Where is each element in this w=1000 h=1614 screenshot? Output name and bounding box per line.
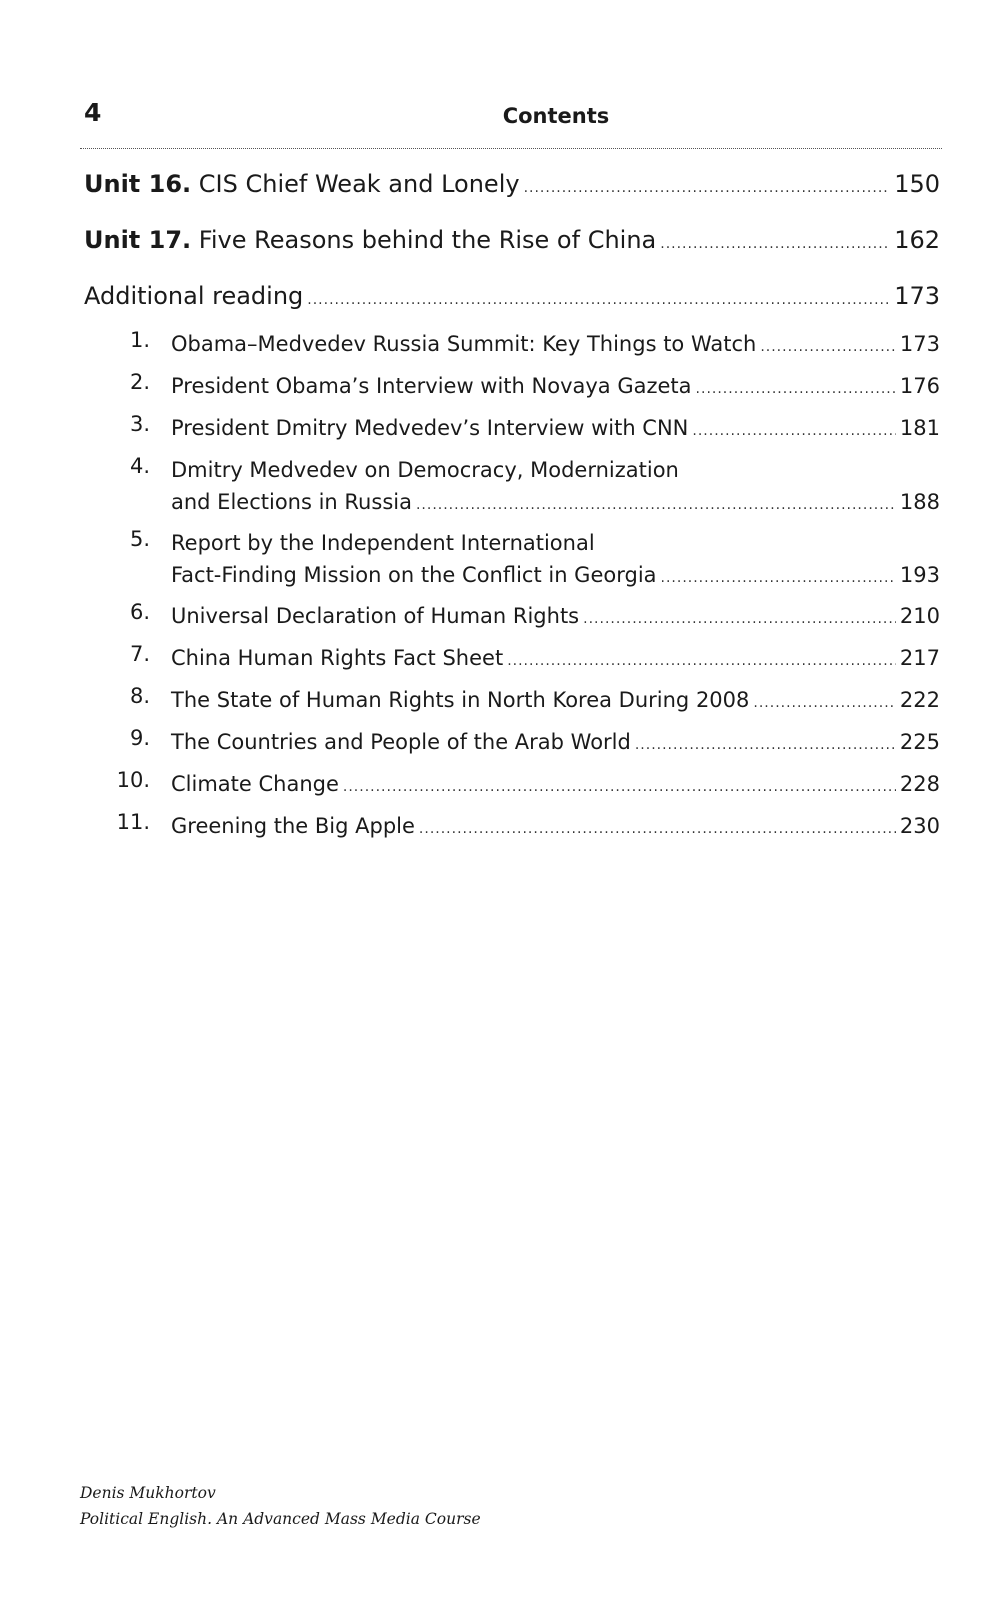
item-number: 2. [129,370,150,394]
item-page-number: 181 [899,416,940,440]
item-page-number: 230 [899,814,940,838]
toc-item[interactable] [84,328,940,370]
item-title-line2: and Elections in Russia [171,490,412,514]
running-title: Contents [502,104,610,128]
toc-item[interactable] [84,527,940,600]
item-title: Climate Change [171,772,339,796]
item-number: 5. [129,527,150,551]
additional-reading-title: Additional reading [84,282,304,310]
item-page-number: 222 [899,688,940,712]
item-page-number: 173 [899,332,940,356]
page-number: 4 [84,98,102,127]
item-title: President Obama’s Interview with Novaya Gazeta [171,374,692,398]
dot-leader [583,603,896,635]
dot-leader [419,813,896,845]
item-number: 7. [129,642,150,666]
item-title: Greening the Big Apple [171,814,415,838]
page-header [80,98,942,149]
unit-page-number: 162 [894,226,940,254]
item-number: 4. [129,454,150,478]
item-number: 9. [129,726,150,750]
item-number: 6. [129,600,150,624]
dot-leader [696,373,896,405]
item-page-number: 210 [899,604,940,628]
toc-item[interactable] [84,370,940,412]
toc-item[interactable] [84,768,940,810]
unit-title: CIS Chief Weak and Lonely [198,170,520,198]
unit-label: Unit 16. [84,170,192,198]
item-page-number: 188 [899,490,940,514]
dot-leader [753,687,896,719]
dot-leader [635,729,896,761]
item-title: President Dmitry Medvedev’s Interview with CNN [171,416,689,440]
footer-book-title: Political English. An Advanced Mass Media Course [80,1510,481,1528]
unit-page-number: 150 [894,170,940,198]
toc-item[interactable] [84,454,940,527]
item-page-number: 217 [899,646,940,670]
toc-item[interactable] [84,726,940,768]
unit-title: Five Reasons behind the Rise of China [198,226,657,254]
item-page-number: 176 [899,374,940,398]
dot-leader [760,331,896,363]
dot-leader [661,562,896,594]
item-title: China Human Rights Fact Sheet [171,646,504,670]
footer-author: Denis Mukhortov [80,1484,216,1502]
item-number: 3. [129,412,150,436]
table-of-contents [84,170,940,852]
toc-unit-16[interactable] [84,170,940,226]
item-number: 8. [129,684,150,708]
toc-additional-reading[interactable] [84,282,940,328]
dot-leader [507,645,896,677]
item-title: The State of Human Rights in North Korea During 2008 [171,688,750,712]
item-number: 1. [129,328,150,352]
item-title-line2: Fact-Finding Mission on the Conflict in Georgia [171,563,657,587]
item-page-number: 225 [899,730,940,754]
toc-item[interactable] [84,684,940,726]
toc-item[interactable] [84,642,940,684]
page-footer [80,1480,481,1532]
item-title: Obama–Medvedev Russia Summit: Key Things to Watch [171,332,757,356]
item-page-number: 193 [899,563,940,587]
additional-reading-list [84,328,940,852]
item-title: The Countries and People of the Arab World [171,730,631,754]
item-number: 10. [116,768,150,792]
dot-leader [343,771,896,803]
unit-label: Unit 17. [84,226,192,254]
dot-leader [416,489,896,521]
dot-leader [660,236,890,252]
toc-item[interactable] [84,600,940,642]
additional-reading-page: 173 [894,282,940,310]
item-title-line1: Dmitry Medvedev on Democracy, Modernization [171,458,679,482]
dot-leader [524,180,891,196]
dot-leader [307,292,890,308]
item-title: Universal Declaration of Human Rights [171,604,580,628]
toc-item[interactable] [84,810,940,852]
item-page-number: 228 [899,772,940,796]
item-title-line1: Report by the Independent International [171,531,595,555]
toc-unit-17[interactable] [84,226,940,282]
dot-leader [692,415,896,447]
toc-item[interactable] [84,412,940,454]
item-number: 11. [116,810,150,834]
